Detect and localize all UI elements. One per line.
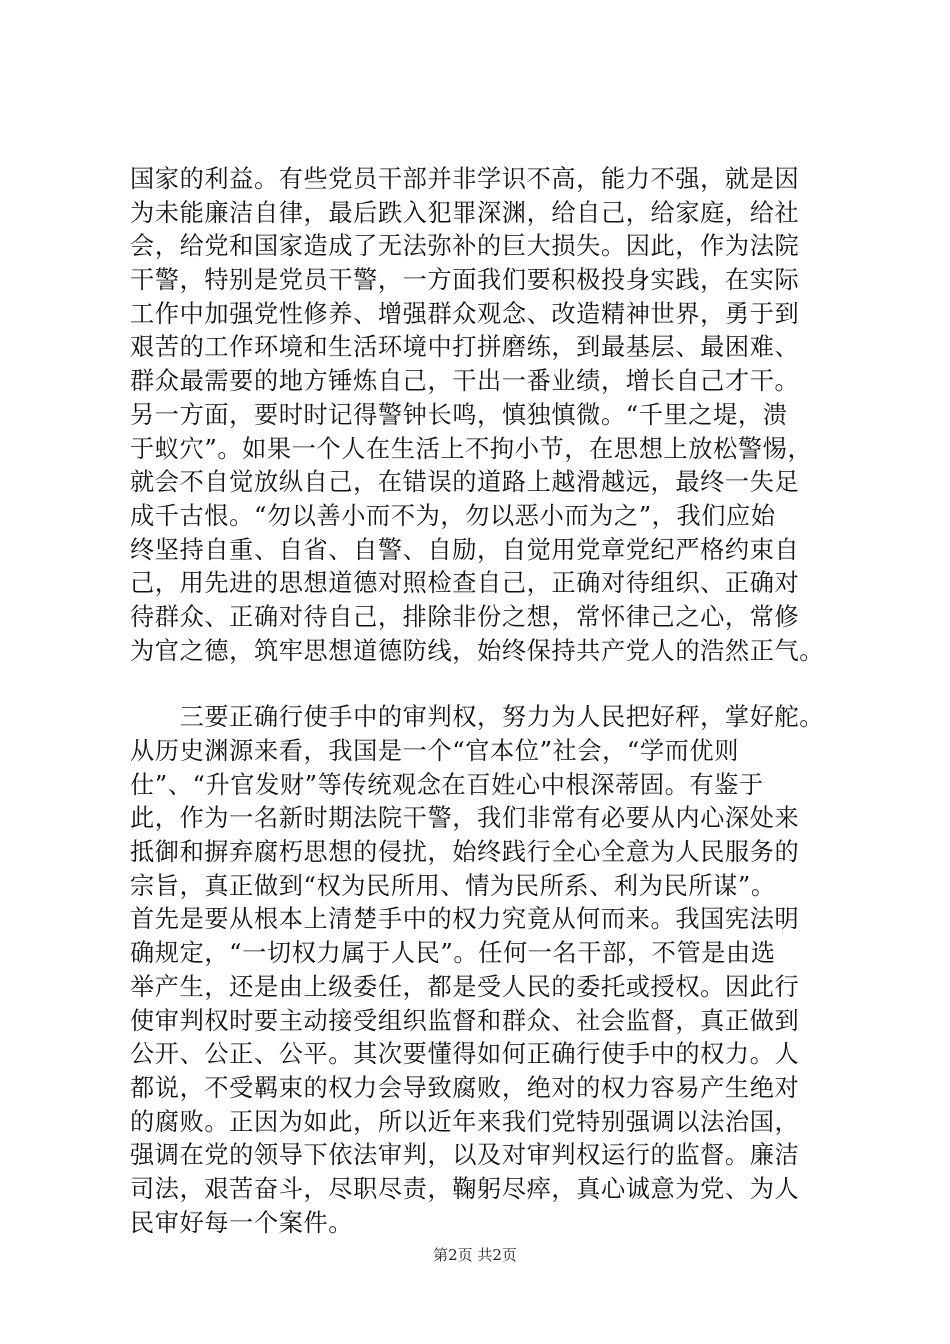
text-line: 三要正确行使手中的审判权，努力为人民把好秤，掌好舵。 <box>130 703 825 732</box>
text-line: 己，用先进的思想道德对照检查自己，正确对待组织、正确对 <box>130 569 800 598</box>
text-line: 从历史渊源来看，我国是一个“官本位”社会，“学而优则 <box>130 737 740 765</box>
text-line: 宗旨，真正做到“权为民所用、情为民所系、利为民所谋”。 <box>130 871 776 900</box>
text-line: 于蚁穴”。如果一个人在生活上不拘小节，在思想上放松警惕， <box>130 434 813 463</box>
text-line: 此，作为一名新时期法院干警，我们非常有必要从内心深处来 <box>130 804 800 833</box>
text-line: 使审判权时要主动接受组织监督和群众、社会监督，真正做到 <box>130 1006 800 1035</box>
text-line: 确规定，“一切权力属于人民”。任何一名干部，不管是由选 <box>130 939 776 968</box>
text-line: 首先是要从根本上清楚手中的权力究竟从何而来。我国宪法明 <box>130 905 800 934</box>
text-line: 举产生，还是由上级委任，都是受人民的委托或授权。因此行 <box>130 972 800 1001</box>
text-line: 艰苦的工作环境和生活环境中打拼磨练，到最基层、最困难、 <box>130 333 800 362</box>
text-line: 另一方面，要时时记得警钟长鸣，慎独慎微。“千里之堤，溃 <box>130 400 788 429</box>
text-line: 就会不自觉放纵自己，在错误的道路上越滑越远，最终一失足 <box>130 468 800 497</box>
text-line: 抵御和摒弃腐朽思想的侵扰，始终践行全心全意为人民服务的 <box>130 838 800 867</box>
paragraph-1 <box>130 163 850 668</box>
text-line: 的腐败。正因为如此，所以近年来我们党特别强调以法治国， <box>130 1107 800 1136</box>
text-line: 干警，特别是党员干警，一方面我们要积极投身实践，在实际 <box>130 266 800 295</box>
text-line: 成千古恨。“勿以善小而不为，勿以恶小而为之”，我们应始 <box>130 501 776 530</box>
text-line: 会，给党和国家造成了无法弥补的巨大损失。因此，作为法院 <box>130 232 800 261</box>
text-line: 终坚持自重、自省、自警、自励，自觉用党章党纪严格约束自 <box>130 535 800 564</box>
document-body <box>130 163 850 1240</box>
text-line: 民审好每一个案件。 <box>130 1208 354 1237</box>
paragraph-2 <box>130 701 850 1240</box>
text-line: 群众最需要的地方锤炼自己，干出一番业绩，增长自己才干。 <box>130 367 800 396</box>
text-line: 公开、公正、公平。其次要懂得如何正确行使手中的权力。人 <box>130 1040 800 1069</box>
text-line: 司法，艰苦奋斗，尽职尽责，鞠躬尽瘁，真心诚意为党、为人 <box>130 1174 800 1203</box>
text-line: 国家的利益。有些党员干部并非学识不高，能力不强，就是因 <box>130 165 800 193</box>
text-line: 仕”、“升官发财”等传统观念在百姓心中根深蒂固。有鉴于 <box>130 770 764 799</box>
paragraph-spacer <box>130 668 850 701</box>
text-line: 待群众、正确对待自己，排除非份之想，常怀律己之心，常修 <box>130 602 800 631</box>
text-line: 工作中加强党性修养、增强群众观念、改造精神世界，勇于到 <box>130 299 800 328</box>
text-line: 为未能廉洁自律，最后跌入犯罪深渊，给自己，给家庭，给社 <box>130 198 800 227</box>
page-footer: 第2页 共2页 <box>433 1246 517 1264</box>
text-line: 为官之德，筑牢思想道德防线，始终保持共产党人的浩然正气。 <box>130 636 825 665</box>
text-line: 都说，不受羁束的权力会导致腐败，绝对的权力容易产生绝对 <box>130 1073 800 1102</box>
text-line: 强调在党的领导下依法审判，以及对审判权运行的监督。廉洁 <box>130 1141 800 1170</box>
